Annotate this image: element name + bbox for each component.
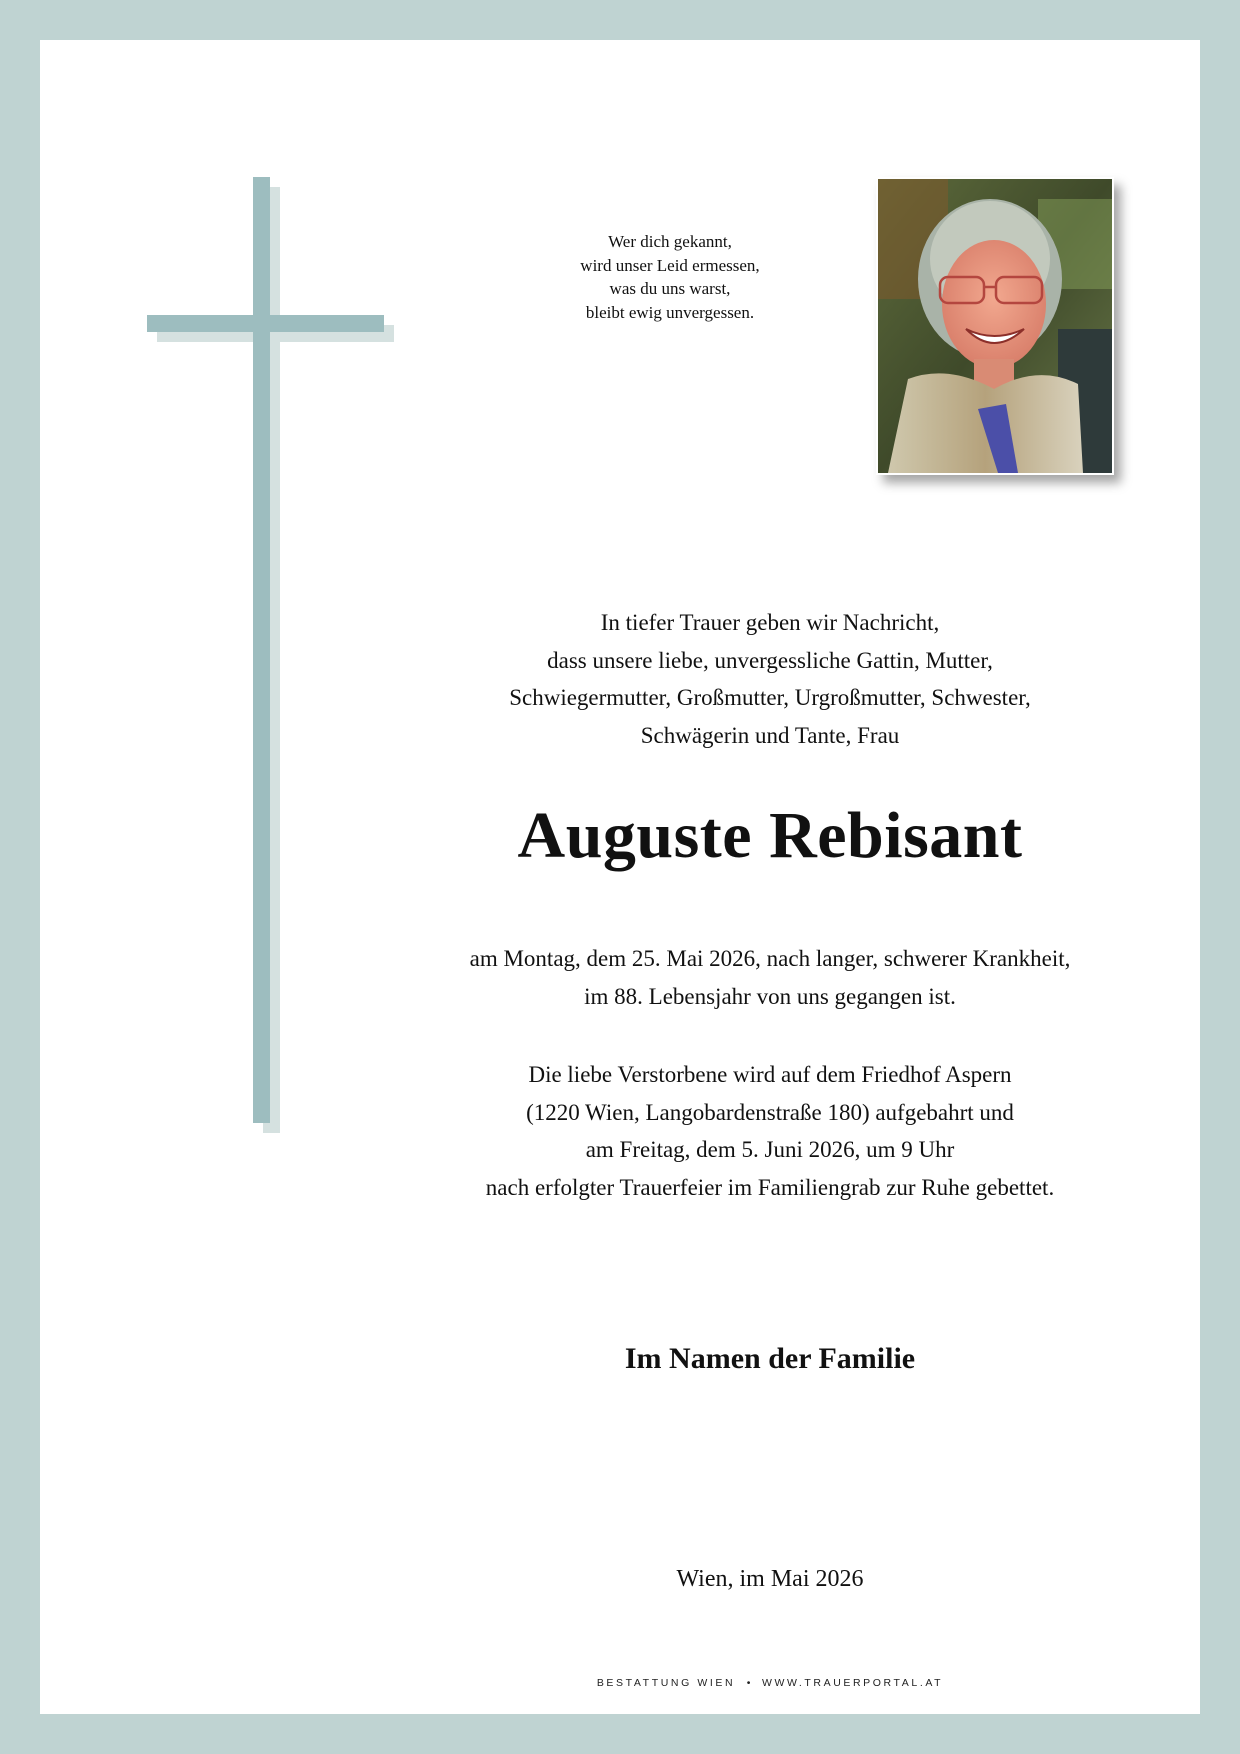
burial-line: Die liebe Verstorbene wird auf dem Friedhof Aspern bbox=[528, 1062, 1012, 1087]
footer bbox=[370, 1677, 1170, 1689]
verse-line: was du uns warst, bbox=[609, 279, 731, 298]
cross-icon-horizontal-beam bbox=[147, 315, 384, 332]
family-signature: Im Namen der Familie bbox=[624, 1342, 916, 1375]
burial-line: am Freitag, dem 5. Juni 2026, um 9 Uhr bbox=[585, 1137, 955, 1162]
intro-line: Schwiegermutter, Großmutter, Urgroßmutter, Schwester, bbox=[509, 685, 1031, 710]
memorial-verse bbox=[470, 230, 870, 324]
burial-line: nach erfolgter Trauerfeier im Familiengrab zur Ruhe gebettet. bbox=[485, 1174, 1055, 1200]
footer-website-link[interactable]: WWW.TRAUERPORTAL.AT bbox=[761, 1677, 944, 1689]
portrait-image bbox=[878, 179, 1112, 473]
details-line: am Montag, dem 25. Mai 2026, nach langer, schwerer Krankheit, bbox=[469, 946, 1071, 971]
footer-company: BESTATTUNG WIEN bbox=[596, 1677, 736, 1689]
portrait-photo bbox=[876, 177, 1114, 475]
burial-details bbox=[370, 1056, 1170, 1206]
death-details bbox=[370, 940, 1170, 1015]
intro-line: dass unsere liebe, unvergessliche Gattin, Mutter, bbox=[547, 647, 993, 673]
burial-line: (1220 Wien, Langobardenstraße 180) aufgebahrt und bbox=[526, 1099, 1014, 1125]
intro-line: Schwägerin und Tante, Frau bbox=[640, 722, 900, 748]
footer-separator: • bbox=[746, 1677, 751, 1689]
details-line: im 88. Lebensjahr von uns gegangen ist. bbox=[584, 983, 956, 1009]
verse-line: bleibt ewig unvergessen. bbox=[585, 302, 755, 322]
verse-line: Wer dich gekannt, bbox=[608, 232, 732, 251]
intro-text bbox=[370, 604, 1170, 754]
verse-line: wird unser Leid ermessen, bbox=[580, 255, 760, 275]
intro-line: In tiefer Trauer geben wir Nachricht, bbox=[600, 610, 940, 635]
deceased-name: Auguste Rebisant bbox=[517, 799, 1023, 872]
obituary-page bbox=[40, 40, 1200, 1714]
place-date: Wien, im Mai 2026 bbox=[676, 1566, 864, 1592]
